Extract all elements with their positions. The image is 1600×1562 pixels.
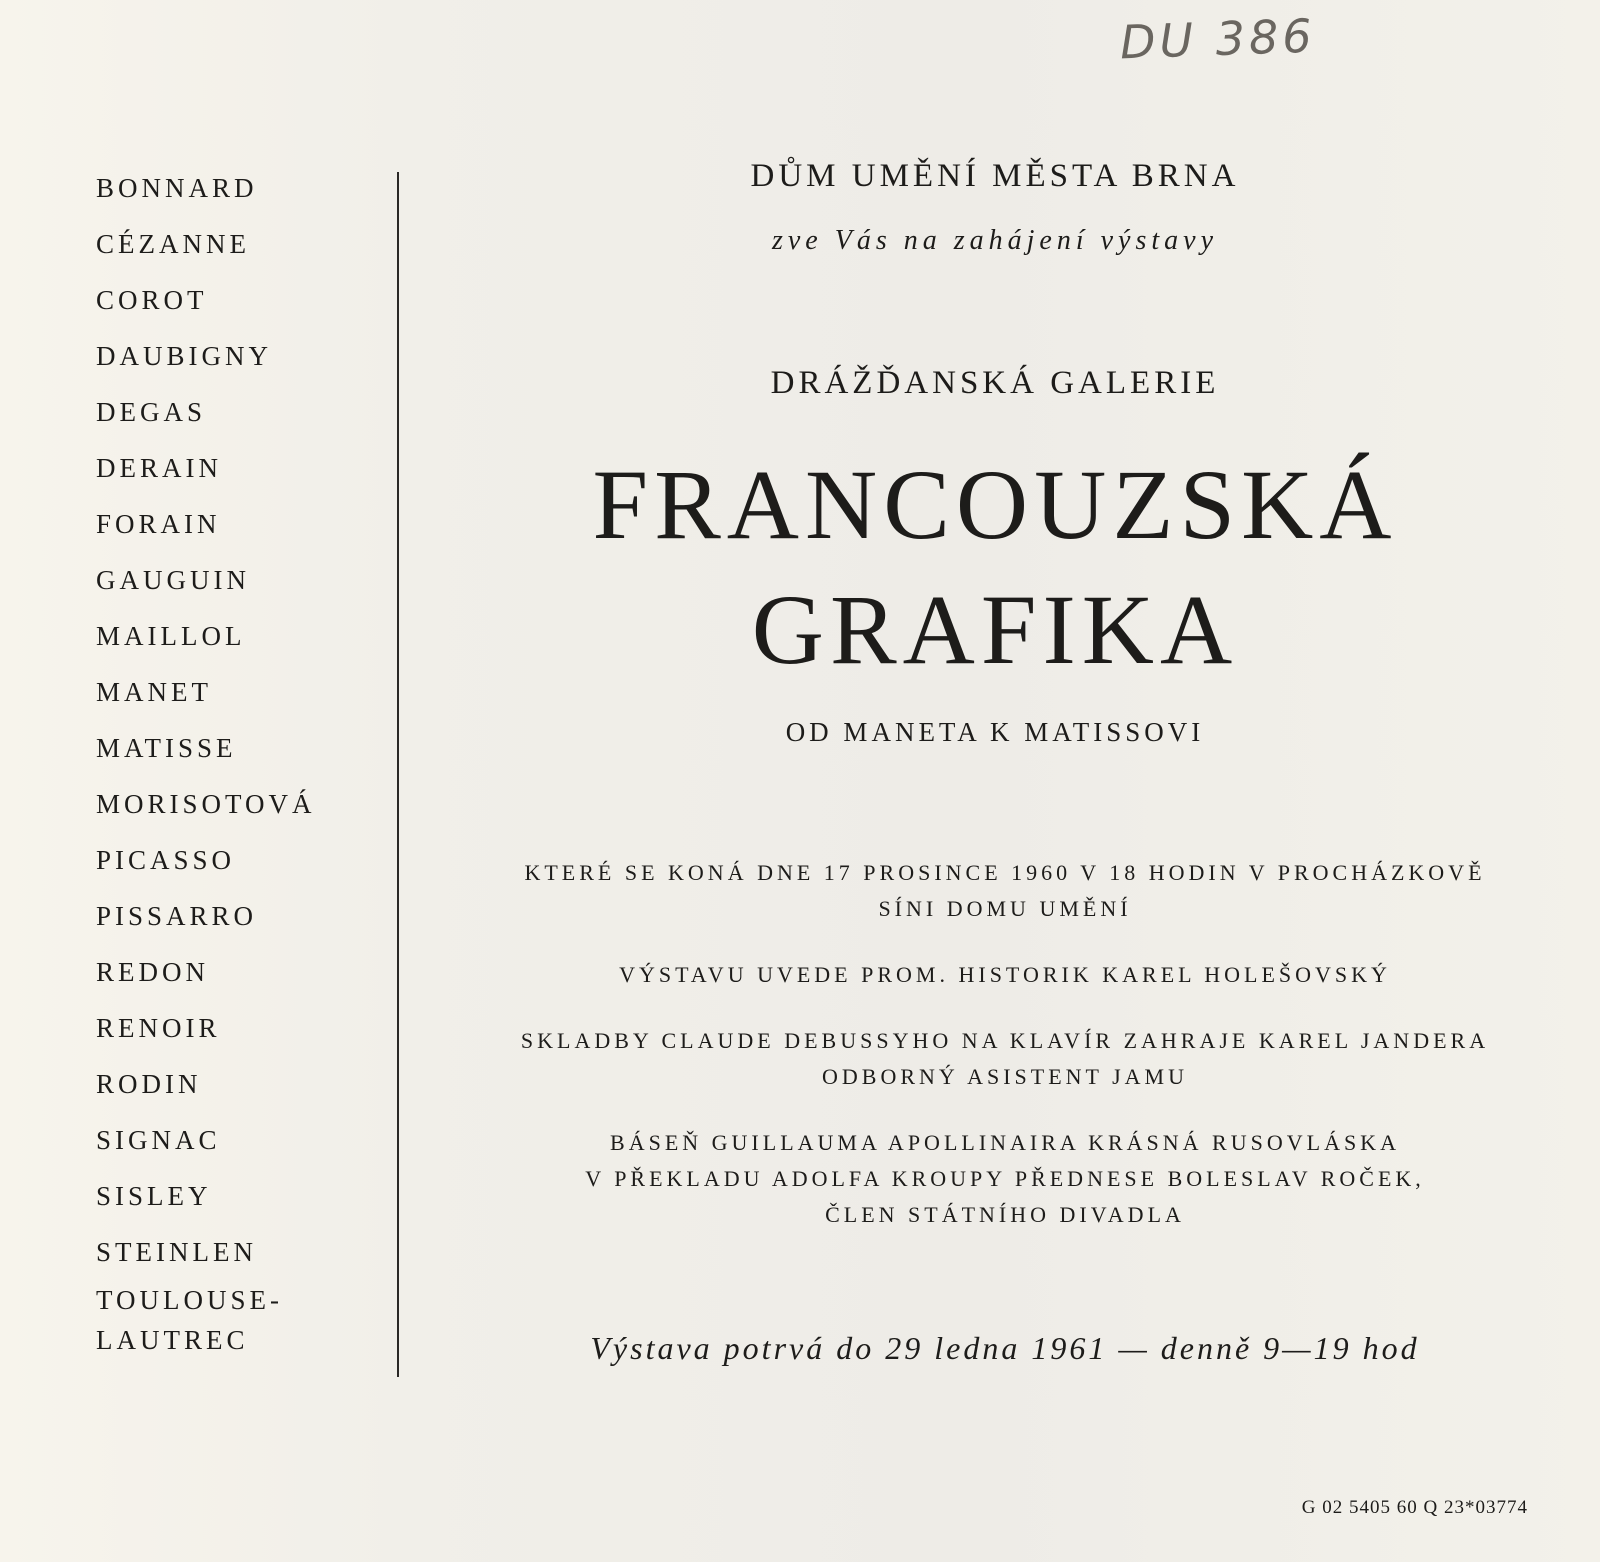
exhibition-duration: Výstava potrvá do 29 ledna 1961 — denně 9—19 hod (590, 1330, 1420, 1366)
artist-name: STEINLEN (96, 1237, 257, 1267)
event-line: SÍNI DOMU UMĚNÍ (878, 896, 1132, 921)
artist-name: SIGNAC (96, 1125, 221, 1155)
event-music (440, 1023, 1570, 1095)
artist-name: RENOIR (96, 1013, 221, 1043)
poem-line: BÁSEŇ GUILLAUMA APOLLINAIRA KRÁSNÁ RUSOVLÁSKA (610, 1130, 1400, 1155)
event-line: KTERÉ SE KONÁ DNE 17 PROSINCE 1960 V 18 HODIN V PROCHÁZKOVĚ (524, 860, 1486, 885)
artist-name: MATISSE (96, 733, 237, 763)
artist-list (96, 160, 396, 1370)
poem-line: ČLEN STÁTNÍHO DIVADLA (825, 1202, 1185, 1227)
exhibition-subtitle: OD MANETA K MATISSOVI (785, 717, 1205, 747)
artist-name-two-line (96, 1280, 396, 1370)
vertical-divider (397, 172, 399, 1377)
gallery-heading: DRÁŽĎANSKÁ GALERIE (770, 365, 1220, 401)
artist-name: REDON (96, 957, 209, 987)
event-details (440, 855, 1570, 1263)
artist-name: DEGAS (96, 397, 207, 427)
print-code: G 02 5405 60 Q 23*03774 (1301, 1497, 1528, 1518)
poem-line: V PŘEKLADU ADOLFA KROUPY PŘEDNESE BOLESLAV ROČEK, (585, 1166, 1425, 1191)
event-poem (440, 1125, 1570, 1233)
artist-name-line2: LAUTREC (96, 1325, 249, 1355)
artist-name-line1: TOULOUSE- (96, 1285, 283, 1315)
music-line: ODBORNÝ ASISTENT JAMU (822, 1064, 1188, 1089)
artist-name: PICASSO (96, 845, 236, 875)
artist-name: DAUBIGNY (96, 341, 272, 371)
artist-name: BONNARD (96, 173, 258, 203)
artist-name: COROT (96, 285, 208, 315)
artist-name: RODIN (96, 1069, 202, 1099)
artist-name: DERAIN (96, 453, 222, 483)
music-line: SKLADBY CLAUDE DEBUSSYHO NA KLAVÍR ZAHRAJE KAREL JANDERA (520, 1028, 1490, 1053)
artist-name: MAILLOL (96, 621, 246, 651)
artist-name: FORAIN (96, 509, 221, 539)
artist-name: PISSARRO (96, 901, 258, 931)
speaker-line: VÝSTAVU UVEDE PROM. HISTORIK KAREL HOLEŠOVSKÝ (619, 962, 1391, 987)
event-time-place (440, 855, 1570, 927)
artist-name: CÉZANNE (96, 229, 250, 259)
handwritten-catalog-mark: DU 386 (1119, 8, 1317, 70)
artist-name: MORISOTOVÁ (96, 789, 316, 819)
event-speaker (440, 957, 1570, 993)
artist-name: GAUGUIN (96, 565, 250, 595)
invitation-line: zve Vás na zahájení výstavy (771, 225, 1219, 256)
artist-name: SISLEY (96, 1181, 212, 1211)
exhibition-title-line2: GRAFIKA (751, 574, 1239, 685)
artist-name: MANET (96, 677, 212, 707)
exhibition-title-line1: FRANCOUZSKÁ (592, 449, 1398, 560)
organizer-heading: DŮM UMĚNÍ MĚSTA BRNA (750, 158, 1240, 194)
